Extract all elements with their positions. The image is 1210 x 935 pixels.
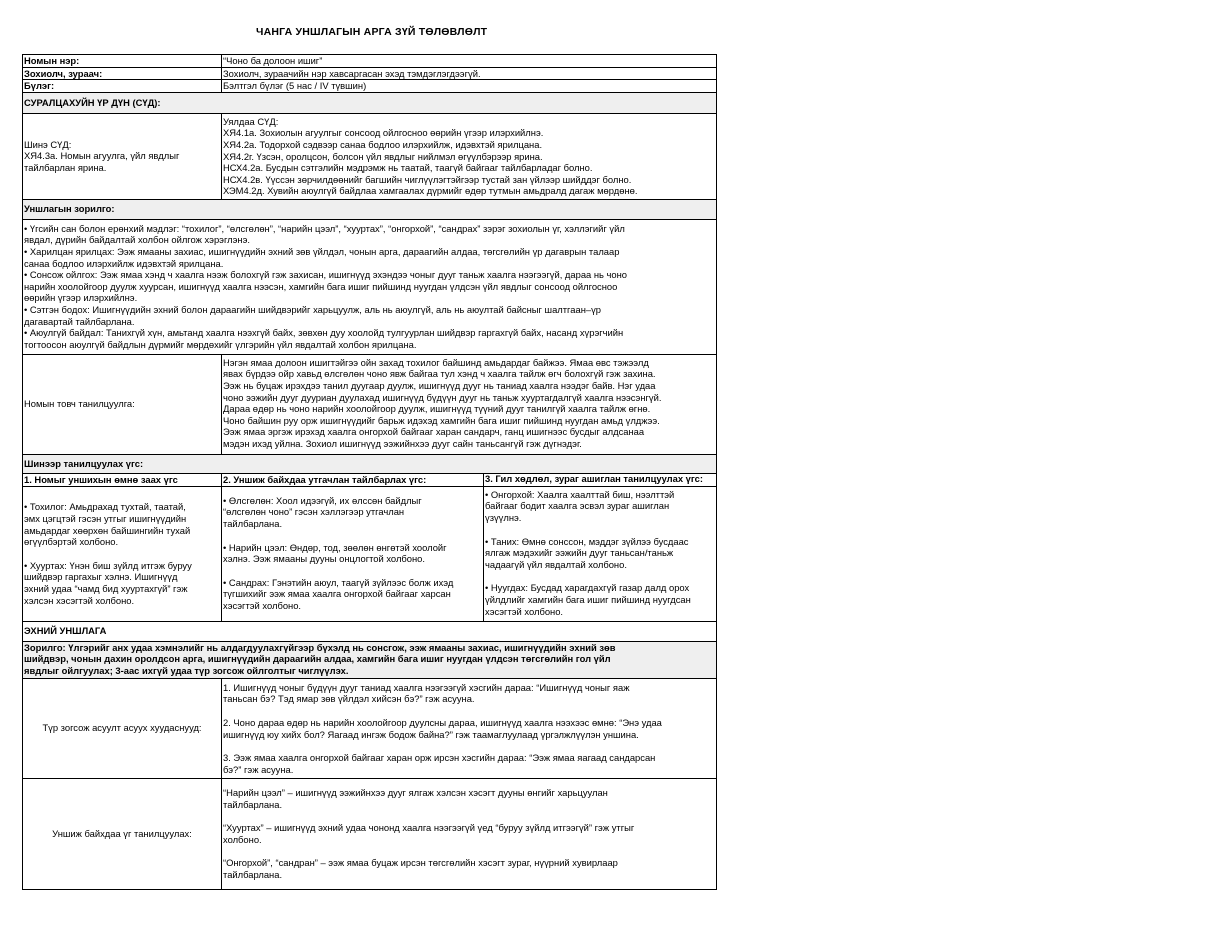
vocab-line: тайлбарлана. xyxy=(223,517,283,529)
vocab-line: • Сандрах: Гэнэтийн аюул, таагүй зүйлээс болж ихэд xyxy=(223,576,454,588)
summary-row xyxy=(23,354,717,454)
vocab-col3-cell xyxy=(484,486,717,621)
vocab-line: амьдардаг хөөрхөн байшингийн тухай xyxy=(24,524,191,536)
vocab-col3-heading-cell xyxy=(484,473,717,486)
vocab-line: хэсэгтэй холбоно. xyxy=(485,605,564,617)
summary-line: Чоно байшин руу орж ишигнүүдийг барьж идэхэд хамгийн бага ишиг пийшинд нуугдан амьд үлджээ. xyxy=(223,414,660,426)
pause-questions-cell xyxy=(222,678,717,778)
reading-word-line: тайлбарлана. xyxy=(223,868,283,880)
group-row xyxy=(23,80,717,93)
vocab-line: • Таних: Өмнө сонссон, мэддэг зүйлээ бусдаас xyxy=(485,535,689,547)
pause-question-line: бэ?” гэж асууна. xyxy=(223,763,294,775)
reading-word-line: “Онгорхой”, “сандран” – ээж ямаа буцаж ирсэн төгсгөлийн хэсэгт зураг, нүүрний хувирлаар xyxy=(223,857,618,869)
summary-line: мэдэн ихэд уйлна. Зохиол ишигнүүд ээжийнхээ дууг сайн таньсангүй гэж дүгнэдэг. xyxy=(223,437,582,449)
first-reading-heading: ЭХНИЙ УНШЛАГА xyxy=(23,621,717,641)
vocab-line: байгааг бодит хаалга эсвэл зураг ашиглан xyxy=(485,500,670,512)
summary-line: чоно ээжийн дууг дууриан дуулахад ишигнүүд бүдүүн дууг нь таньж хууртагдалгүй хаалга нээсэнгүй. xyxy=(223,391,662,403)
pause-question-line: 1. Ишигнүүд чоныг бүдүүн дууг таниад хаалга нээгээгүй хэсгийн дараа: “Ишигнүүд чоныг яаж xyxy=(223,681,630,693)
vocab-line: эмх цэгцтэй гэсэн утгыг ишигнүүдийн xyxy=(24,513,187,524)
vocab-heading-row xyxy=(23,454,717,473)
reading-word-line: холбоно. xyxy=(223,833,262,845)
document-title: ЧАНГА УНШЛАГЫН АРГА ЗҮЙ ТӨЛӨВЛӨЛТ xyxy=(256,26,488,38)
vocab-line: • Өлсгөлөн: Хоол идээгүй, их өлссөн байдлыг xyxy=(223,494,422,506)
summary-line: Ээж ямаа эргэж ирэхэд хаалга онгорхой байгааг харан сандарч, ганц ишигнээс бусдыг алдсанаа xyxy=(223,426,645,438)
vocab-line: • Хууртах: Үнэн биш зүйлд итгэж буруу xyxy=(24,559,192,571)
vocab-heading: Шинээр танилцуулах үгс: xyxy=(23,454,717,473)
pause-question-line: 3. Ээж ямаа хаалга онгорхой байгааг харан орж ирсэн хэсгийн дараа: “Ээж ямаа яагаад сандарсан xyxy=(223,752,656,764)
linked-outcome-line: ХЭМ4.2д. Хувийн аюулгүй байдлаа хамгаалах дүрмийг өдөр тутмын амьдралд дагаж мөрдөнө. xyxy=(223,185,638,197)
goals-row xyxy=(23,219,717,354)
group-value: Бэлтгэл бүлэг (5 нас / IV түвшин) xyxy=(222,80,717,93)
goal-line: • Аюулгүй байдал: Танихгүй хүн, амьтанд хаалга нээхгүй байх, зөвхөн дуу хоолойд тулгуурлан шийдвэр гаргахгүй байх, насанд хүрэгчийн xyxy=(24,327,624,339)
vocab-line: “өлсгөлөн чоно” гэсэн хэллэгээр утгачлан xyxy=(223,506,405,518)
first-reading-goal-cell xyxy=(23,641,717,678)
reading-word-line: “Хууртах” – ишигнүүд эхний удаа чононд хаалга нээгээгүй үед “буруу зүйлд итгээгүй” гэж утгыг xyxy=(223,822,635,834)
book-row xyxy=(23,55,717,68)
pause-question-line: 2. Чоно дараа өдөр нь нарийн хоолойгоор дуулсны дараа, ишигнүүд хаалга нээхээс өмнө: “Энэ удаа xyxy=(223,716,662,728)
vocab-line: өгүүлбэртэй холбоно. xyxy=(24,536,119,548)
reading-word-line: тайлбарлана. xyxy=(223,798,283,810)
pause-question-line: ишигнүүд юу хийх бол? Яагаад ингэж бодож байна?” гэж таамаглуулаад үргэлжлүүлэн уншина. xyxy=(223,728,639,740)
pause-questions-row xyxy=(23,678,717,778)
vocab-line: • Онгорхой: Хаалга хаалттай биш, нээлттэй xyxy=(485,488,675,500)
pause-questions-label: Түр зогсож асуулт асуух хуудаснууд: xyxy=(23,678,222,778)
author-label: Зохиолч, зураач: xyxy=(23,67,222,80)
goal-line: • Сонсож ойлгох: Ээж ямаа хэнд ч хаалга нээж болохгүй гэж захисан, ишигнүүд эхэндээ чоныг дууг таньж хаалга нээгээгүй, дараа нь чоно xyxy=(24,269,628,281)
summary-line: Ээж нь буцаж ирэхдээ танил дуугаар дуулж, ишигнүүд дууг нь таниад хаалга нээдэг байв. Нэг удаа xyxy=(223,379,656,391)
summary-line: явах бүрдээ ойр хавьд өлсгөлөн чоно явж байгаа тул хэнд ч хаалга тайлж өгч болохгүй гэж захина. xyxy=(223,368,656,380)
outcomes-heading: СУРАЛЦАХУЙН ҮР ДҮН (СҮД): xyxy=(23,92,717,113)
linked-outcome-line: Уялдаа СҮД: xyxy=(223,115,279,127)
vocab-line: • Тохилог: Амьдрахад тухтай, таатай, xyxy=(24,501,186,513)
vocab-line: ялгаж мэдэхийг ээжийн дууг таньсан/таньж xyxy=(485,547,674,559)
goals-cell xyxy=(23,219,717,354)
book-label: Номын нэр: xyxy=(23,55,222,68)
book-value: “Чоно ба долоон ишиг” xyxy=(222,55,717,68)
vocab-line: түгшихийг ээж ямаа хаалга онгорхой байгааг харсан xyxy=(223,588,451,600)
linked-outcome-line: ХЯ4.1а. Зохиолын агуулгыг сонсоод ойлгосноо өөрийн үгээр илэрхийлнэ. xyxy=(223,127,544,139)
linked-outcomes-cell xyxy=(222,113,717,199)
first-reading-goal-row xyxy=(23,641,717,678)
new-outcome-line: тайлбарлан ярина. xyxy=(24,162,107,174)
reading-words-row xyxy=(23,778,717,889)
first-reading-goal-line: шийдвэр, чонын дахин оролдсон арга, ишигнүүдийн дараагийн алдаа, хамгийн бага ишиг нуугдан үлдсэн төгсгөлийн гол үйл xyxy=(24,653,611,665)
first-reading-goal-line: явдлыг ойлгуулах; 3-аас ихгүй удаа түр зогсож ойлголтыг чиглүүлэх. xyxy=(24,664,349,676)
lesson-plan-table xyxy=(22,54,717,890)
vocab-line: үзүүлнэ. xyxy=(485,511,522,523)
linked-outcome-line: ХЯ4.2г. Үзсэн, оролцсон, болсон үйл явдлыг нийлмэл өгүүлбэрээр ярина. xyxy=(223,150,543,162)
outcomes-row xyxy=(23,113,717,199)
summary-line: Нэгэн ямаа долоон ишигтэйгээ ойн захад тохилог байшинд амьдардаг байжээ. Ямаа өвс тэжээлд xyxy=(223,356,649,368)
summary-cell xyxy=(222,354,717,454)
author-value: Зохиолч, зураачийн нэр хавсаргасан эхэд тэмдэглэгдээгүй. xyxy=(222,67,717,80)
linked-outcome-line: НСХ4.2в. Үүссэн зөрчилдөөнийг багшийн чиглүүлэгтэйгээр тустай зан үйлээр шийддэг болно. xyxy=(223,173,632,185)
vocab-col1-heading: 1. Номыг уншихын өмнө заах үгс xyxy=(23,473,222,486)
goal-line: санаа бодлоо илэрхийлж идэвхтэй ярилцана. xyxy=(24,257,224,269)
goals-heading-row xyxy=(23,199,717,219)
vocab-line: үйлдлийг хамгийн бага ишиг пийшинд нуугдсан xyxy=(485,593,691,605)
vocab-line: шийдвэр гаргахыг хэлнэ. Ишигнүүд xyxy=(24,571,178,583)
reading-words-cell xyxy=(222,778,717,889)
vocab-col2-heading: 2. Уншиж байхдаа утгачлан тайлбарлах үгс: xyxy=(222,473,484,486)
summary-line: Дараа өдөр нь чоно нарийн хоолойгоор дуулж, ишигнүүд түүний дууг танилгүй хаалга тайлж өгнө. xyxy=(223,403,651,415)
group-label: Бүлэг: xyxy=(23,80,222,93)
goal-line: • Харилцан ярилцах: Ээж ямааны захиас, ишигнүүдийн эхний зөв үйлдэл, чонын арга, дараагийн алдаа, төгсгөлийн үр дагаврын талаар xyxy=(24,245,620,257)
summary-label: Номын товч танилцуулга: xyxy=(23,354,222,454)
vocab-line: • Нарийн цээл: Өндөр, тод, зөөлөн өнгөтэй хоолойг xyxy=(223,541,447,553)
pause-question-line: таньсан бэ? Тэд ямар зөв үйлдэл хийсэн бэ?” гэж асууна. xyxy=(223,693,475,705)
new-outcome-line: Шинэ СҮД: xyxy=(24,138,72,150)
goal-line: тогтоосон аюулгүй байдлын дүрмийг мөрдөхийг үлгэрийн үйл явдалтай холбон ярилцана. xyxy=(24,338,417,350)
new-outcome-line: ХЯ4.3а. Номын агуулга, үйл явдлыг xyxy=(24,150,180,162)
goal-line: нарийн хоолойгоор дуулж хуурсан, ишигнүүд хаалга нээсэн, хамгийн бага ишиг пийшинд нуугдан үлдсэн үйл явдлыг сонсоод ойлгосноо xyxy=(24,280,618,292)
goal-line: • Сэтгэн бодох: Ишигнүүдийн эхний болон дараагийн шийдвэрийг харьцуулж, аль нь аюулгүй, аль нь аюултай байсныг шалтгаан–үр xyxy=(24,303,601,315)
goal-line: явдал, дүрийн байдалтай холбон ойлгож хэрэглэнэ. xyxy=(24,234,250,246)
vocab-line: • Нуугдах: Бусдад харагдахгүй газар далд орох xyxy=(485,582,690,594)
new-outcome-cell xyxy=(23,113,222,199)
vocab-line: хэлнэ. Ээж ямааны дууны онцлогтой холбоно. xyxy=(223,553,425,565)
goal-line: дагавартай тайлбарлана. xyxy=(24,315,135,327)
goal-line: өөрийн үгээр илэрхийлнэ. xyxy=(24,292,138,304)
outcomes-heading-row xyxy=(23,92,717,113)
vocab-row xyxy=(23,486,717,621)
goals-heading: Уншлагын зорилго: xyxy=(23,199,717,219)
vocab-col1-cell xyxy=(23,486,222,621)
vocab-col2-cell xyxy=(222,486,484,621)
author-row xyxy=(23,67,717,80)
vocab-line: эхний удаа “чамд бид хууртахгүй” гэж xyxy=(24,582,188,594)
first-reading-goal-line: Зорилго: Үлгэрийг анх удаа хэмнэлийг нь алдагдуулахгүйгээр бүхэлд нь сонсгож, ээж ямааны захиас, ишигнүүдийн эхний зөв xyxy=(24,641,616,653)
reading-words-label: Уншиж байхдаа үг танилцуулах: xyxy=(23,778,222,889)
vocab-line: хэлсэн хэсэгтэй холбоно. xyxy=(24,594,135,606)
vocab-columns-row xyxy=(23,473,717,486)
linked-outcome-line: ХЯ4.2а. Тодорхой сэдвээр санаа бодлоо илэрхийлж, идэвхтэй ярилцана. xyxy=(223,138,543,150)
reading-word-line: “Нарийн цээл” – ишигнүүд ээжийнхээ дууг ялгаж хэлсэн хэсэгт дууны өнгийг харьцуулан xyxy=(223,787,608,798)
first-reading-heading-row xyxy=(23,621,717,641)
vocab-line: чадаагүй үйл явдалтай холбоно. xyxy=(485,558,627,570)
goal-line: • Үгсийн сан болон ерөнхий мэдлэг: “тохилог”, “өлсгөлөн”, “нарийн цээл”, “хууртах”, “онгорхой”, “сандрах” зэрэг зохиолын үг, хэллэгийг үйл xyxy=(24,222,625,234)
vocab-line: хэсэгтэй холбоно. xyxy=(223,599,302,611)
linked-outcome-line: НСХ4.2а. Бусдын сэтгэлийн мэдрэмж нь таатай, таагүй байгааг тайлбарладаг болно. xyxy=(223,162,593,174)
vocab-col3-heading: 3. Гил хөдлөл, зураг ашиглан танилцуулах үгс: xyxy=(485,473,704,484)
